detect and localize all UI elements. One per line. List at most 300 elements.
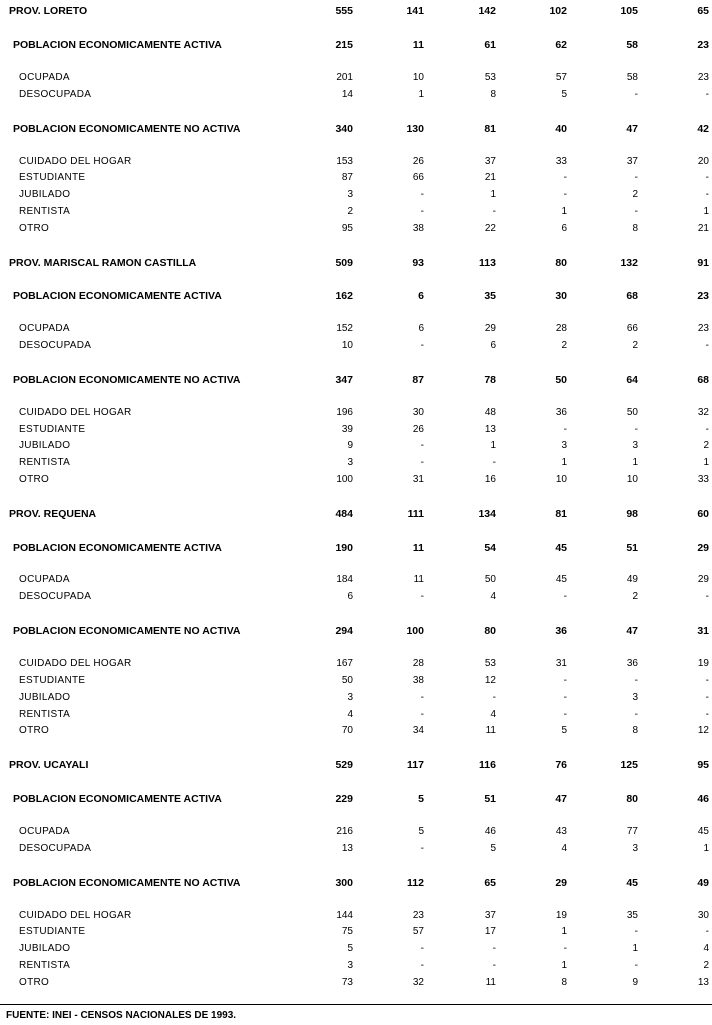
value-cell: 13 [697,977,709,988]
group-row [0,540,712,556]
value-cell: 16 [484,474,496,485]
value-cell: 1 [418,89,424,100]
value-cell: - [420,692,424,703]
value-cell: 4 [561,843,567,854]
value-cell: 28 [555,323,567,334]
total-cell: 75 [341,926,353,937]
value-cell: 100 [406,625,424,637]
row-label: OCUPADA [19,72,70,83]
total-cell: 340 [335,123,353,135]
value-cell: - [705,424,709,435]
table-row [0,221,712,237]
group-label: POBLACION ECONOMICAMENTE NO ACTIVA [13,877,241,889]
table-row [0,975,712,991]
total-cell: 162 [335,290,353,302]
row-label: DESOCUPADA [19,89,92,100]
total-cell: 70 [341,725,353,736]
value-cell: 10 [412,72,424,83]
value-cell: 37 [484,910,496,921]
row-label: JUBILADO [19,189,71,200]
value-cell: 2 [703,440,709,451]
value-cell: 80 [484,625,496,637]
value-cell: 78 [484,374,496,386]
value-cell: 49 [626,574,638,585]
source-note: FUENTE: INEI - CENSOS NACIONALES DE 1993. [6,1010,237,1021]
value-cell: 38 [412,675,424,686]
value-cell: 6 [561,223,567,234]
value-cell: 6 [418,323,424,334]
value-cell: - [634,675,638,686]
value-cell: 12 [484,675,496,686]
value-cell: 23 [697,39,709,51]
group-label: POBLACION ECONOMICAMENTE NO ACTIVA [13,123,241,135]
row-label: CUIDADO DEL HOGAR [19,658,132,669]
value-cell: 4 [703,943,709,954]
province-row [0,506,712,522]
total-cell: 216 [336,826,353,837]
province-row [0,255,712,271]
total-cell: 73 [341,977,353,988]
value-cell: 19 [555,910,567,921]
value-cell: 45 [626,877,638,889]
value-cell: 29 [697,574,709,585]
group-row [0,121,712,137]
value-cell: 54 [484,542,496,554]
value-cell: - [420,440,424,451]
value-cell: 58 [626,72,638,83]
province-name: PROV. UCAYALI [9,759,89,771]
value-cell: - [634,960,638,971]
value-cell: 32 [697,407,709,418]
value-cell: 23 [697,323,709,334]
value-cell: 29 [484,323,496,334]
value-cell: 1 [490,440,496,451]
table-row [0,924,712,940]
total-cell: 95 [341,223,353,234]
total-cell: 4 [347,709,353,720]
value-cell: 23 [412,910,424,921]
total-cell: 9 [347,440,353,451]
value-cell: 20 [697,156,709,167]
province-name: PROV. MARISCAL RAMON CASTILLA [9,257,197,269]
value-cell: 11 [485,725,496,736]
value-cell: 40 [555,123,567,135]
value-cell: 38 [412,223,424,234]
value-cell: - [563,424,567,435]
table-row [0,70,712,86]
value-cell: 1 [632,943,638,954]
total-cell: 300 [335,877,353,889]
value-cell: 36 [555,625,567,637]
value-cell: 32 [412,977,424,988]
value-cell: 50 [555,374,567,386]
value-cell: 76 [555,759,567,771]
value-cell: - [563,692,567,703]
row-label: OCUPADA [19,323,70,334]
value-cell: 46 [484,826,496,837]
value-cell: 35 [484,290,496,302]
value-cell: 4 [490,709,496,720]
value-cell: 81 [555,508,567,520]
value-cell: - [563,709,567,720]
value-cell: 95 [697,759,709,771]
table-row [0,941,712,957]
value-cell: 31 [697,625,709,637]
table-row [0,824,712,840]
value-cell: - [634,424,638,435]
value-cell: 58 [626,39,638,51]
value-cell: 26 [412,424,424,435]
total-cell: 555 [335,5,353,17]
value-cell: 11 [412,542,424,554]
value-cell: 3 [632,843,638,854]
value-cell: 30 [412,407,424,418]
value-cell: - [563,172,567,183]
group-label: POBLACION ECONOMICAMENTE NO ACTIVA [13,625,241,637]
total-cell: 529 [335,759,353,771]
value-cell: 34 [412,725,424,736]
row-label: ESTUDIANTE [19,424,86,435]
value-cell: 11 [485,977,496,988]
value-cell: 8 [490,89,496,100]
row-label: RENTISTA [19,709,71,720]
value-cell: - [420,340,424,351]
value-cell: 49 [697,877,709,889]
total-cell: 190 [335,542,353,554]
value-cell: 1 [490,189,496,200]
table-row [0,723,712,739]
row-label: CUIDADO DEL HOGAR [19,156,132,167]
row-label: OTRO [19,474,50,485]
value-cell: 57 [412,926,424,937]
value-cell: 1 [561,206,567,217]
value-cell: 87 [412,374,424,386]
value-cell: 66 [412,172,424,183]
value-cell: 113 [479,257,496,269]
value-cell: 21 [484,172,496,183]
value-cell: 3 [632,692,638,703]
value-cell: 61 [484,39,496,51]
group-row [0,875,712,891]
value-cell: 42 [697,123,709,135]
value-cell: 50 [626,407,638,418]
value-cell: - [634,172,638,183]
value-cell: 68 [626,290,638,302]
value-cell: 36 [555,407,567,418]
value-cell: 31 [555,658,567,669]
value-cell: 102 [549,5,567,17]
row-label: OTRO [19,977,50,988]
value-cell: 43 [555,826,567,837]
value-cell: 50 [484,574,496,585]
value-cell: 141 [406,5,424,17]
value-cell: - [634,709,638,720]
value-cell: 3 [561,440,567,451]
value-cell: 8 [561,977,567,988]
value-cell: 2 [561,340,567,351]
province-name: PROV. LORETO [9,5,88,17]
value-cell: 1 [561,926,567,937]
total-cell: 144 [336,910,353,921]
value-cell: 77 [626,826,638,837]
table-row [0,690,712,706]
value-cell: - [634,206,638,217]
value-cell: 48 [484,407,496,418]
group-label: POBLACION ECONOMICAMENTE ACTIVA [13,542,222,554]
value-cell: 5 [418,826,424,837]
value-cell: 29 [697,542,709,554]
value-cell: 13 [484,424,496,435]
value-cell: - [705,172,709,183]
value-cell: - [705,926,709,937]
value-cell: - [705,709,709,720]
row-label: JUBILADO [19,440,71,451]
value-cell: 26 [412,156,424,167]
value-cell: 19 [697,658,709,669]
table-row [0,170,712,186]
value-cell: 134 [478,508,496,520]
table-row [0,438,712,454]
value-cell: 33 [555,156,567,167]
value-cell: 11 [413,574,424,585]
total-cell: 229 [335,793,353,805]
table-row [0,154,712,170]
value-cell: 47 [555,793,567,805]
value-cell: 47 [626,625,638,637]
value-cell: 47 [626,123,638,135]
value-cell: 46 [697,793,709,805]
value-cell: 3 [632,440,638,451]
row-label: OTRO [19,725,50,736]
row-label: ESTUDIANTE [19,926,86,937]
row-label: CUIDADO DEL HOGAR [19,910,132,921]
value-cell: 2 [632,189,638,200]
value-cell: 1 [561,457,567,468]
value-cell: 1 [703,843,709,854]
value-cell: 45 [697,826,709,837]
total-cell: 196 [336,407,353,418]
table-row [0,572,712,588]
value-cell: 142 [478,5,496,17]
value-cell: 65 [697,5,709,17]
value-cell: 98 [626,508,638,520]
value-cell: 105 [620,5,638,17]
value-cell: 28 [412,658,424,669]
value-cell: 6 [418,290,424,302]
group-row [0,288,712,304]
group-row [0,372,712,388]
total-cell: 10 [341,340,353,351]
table-row [0,204,712,220]
value-cell: 81 [484,123,496,135]
value-cell: 29 [555,877,567,889]
table-row [0,405,712,421]
group-label: POBLACION ECONOMICAMENTE NO ACTIVA [13,374,241,386]
row-label: RENTISTA [19,960,71,971]
value-cell: 37 [484,156,496,167]
value-cell: - [705,591,709,602]
group-row [0,791,712,807]
group-label: POBLACION ECONOMICAMENTE ACTIVA [13,39,222,51]
footer-divider [0,1004,712,1005]
value-cell: 21 [697,223,709,234]
table-row [0,321,712,337]
value-cell: 62 [555,39,567,51]
total-cell: 3 [347,692,353,703]
value-cell: - [563,943,567,954]
value-cell: 91 [697,257,709,269]
table-row [0,87,712,103]
value-cell: 130 [406,123,424,135]
value-cell: 117 [407,759,424,771]
total-cell: 509 [335,257,353,269]
group-row [0,623,712,639]
value-cell: - [420,709,424,720]
total-cell: 152 [336,323,353,334]
value-cell: 9 [632,977,638,988]
table-row [0,589,712,605]
province-row [0,757,712,773]
group-label: POBLACION ECONOMICAMENTE ACTIVA [13,290,222,302]
table-row [0,673,712,689]
row-label: DESOCUPADA [19,591,92,602]
value-cell: 2 [632,340,638,351]
value-cell: 1 [632,457,638,468]
value-cell: 5 [418,793,424,805]
value-cell: 30 [555,290,567,302]
value-cell: 35 [626,910,638,921]
value-cell: - [705,89,709,100]
row-label: RENTISTA [19,457,71,468]
value-cell: - [492,960,496,971]
table-row [0,187,712,203]
value-cell: 68 [697,374,709,386]
value-cell: 51 [626,542,638,554]
table-row [0,707,712,723]
value-cell: 6 [490,340,496,351]
row-label: CUIDADO DEL HOGAR [19,407,132,418]
total-cell: 347 [335,374,353,386]
value-cell: 1 [703,206,709,217]
value-cell: 125 [620,759,638,771]
group-row [0,37,712,53]
total-cell: 215 [335,39,353,51]
table-row [0,472,712,488]
total-cell: 201 [336,72,353,83]
value-cell: 2 [703,960,709,971]
row-label: OCUPADA [19,826,70,837]
total-cell: 100 [336,474,353,485]
value-cell: - [492,457,496,468]
value-cell: - [420,591,424,602]
row-label: ESTUDIANTE [19,172,86,183]
total-cell: 3 [347,457,353,468]
value-cell: - [420,943,424,954]
value-cell: 116 [479,759,496,771]
value-cell: 80 [555,257,567,269]
value-cell: 17 [484,926,496,937]
table-row [0,908,712,924]
value-cell: 111 [407,508,424,520]
value-cell: - [420,206,424,217]
value-cell: 66 [626,323,638,334]
value-cell: - [492,943,496,954]
table-row [0,338,712,354]
value-cell: 45 [555,542,567,554]
value-cell: - [420,960,424,971]
value-cell: - [420,189,424,200]
value-cell: - [563,591,567,602]
table-row [0,455,712,471]
value-cell: 10 [626,474,638,485]
value-cell: 112 [407,877,424,889]
value-cell: 51 [484,793,496,805]
value-cell: 10 [555,474,567,485]
value-cell: 33 [697,474,709,485]
value-cell: 60 [697,508,709,520]
value-cell: 12 [697,725,709,736]
row-label: JUBILADO [19,943,71,954]
value-cell: - [492,692,496,703]
value-cell: 53 [484,72,496,83]
total-cell: 3 [347,189,353,200]
row-label: ESTUDIANTE [19,675,86,686]
value-cell: 4 [490,591,496,602]
value-cell: - [563,675,567,686]
value-cell: - [705,189,709,200]
total-cell: 87 [341,172,353,183]
total-cell: 153 [336,156,353,167]
value-cell: 8 [632,223,638,234]
value-cell: - [705,340,709,351]
value-cell: - [634,926,638,937]
total-cell: 6 [347,591,353,602]
row-label: OCUPADA [19,574,70,585]
value-cell: 5 [561,89,567,100]
value-cell: 8 [632,725,638,736]
row-label: JUBILADO [19,692,71,703]
value-cell: 65 [484,877,496,889]
province-name: PROV. REQUENA [9,508,97,520]
total-cell: 184 [336,574,353,585]
value-cell: 53 [484,658,496,669]
total-cell: 50 [341,675,353,686]
value-cell: 64 [626,374,638,386]
value-cell: - [705,692,709,703]
value-cell: 31 [412,474,424,485]
table-row [0,422,712,438]
total-cell: 3 [347,960,353,971]
value-cell: 11 [412,39,424,51]
table-row [0,656,712,672]
value-cell: 23 [697,290,709,302]
value-cell: 93 [412,257,424,269]
value-cell: 30 [697,910,709,921]
row-label: DESOCUPADA [19,340,92,351]
group-label: POBLACION ECONOMICAMENTE ACTIVA [13,793,222,805]
value-cell: 80 [626,793,638,805]
total-cell: 14 [341,89,353,100]
value-cell: - [492,206,496,217]
value-cell: 5 [561,725,567,736]
value-cell: 22 [484,223,496,234]
value-cell: 5 [490,843,496,854]
total-cell: 167 [336,658,353,669]
value-cell: 23 [697,72,709,83]
value-cell: 132 [620,257,638,269]
value-cell: 37 [626,156,638,167]
value-cell: 36 [626,658,638,669]
